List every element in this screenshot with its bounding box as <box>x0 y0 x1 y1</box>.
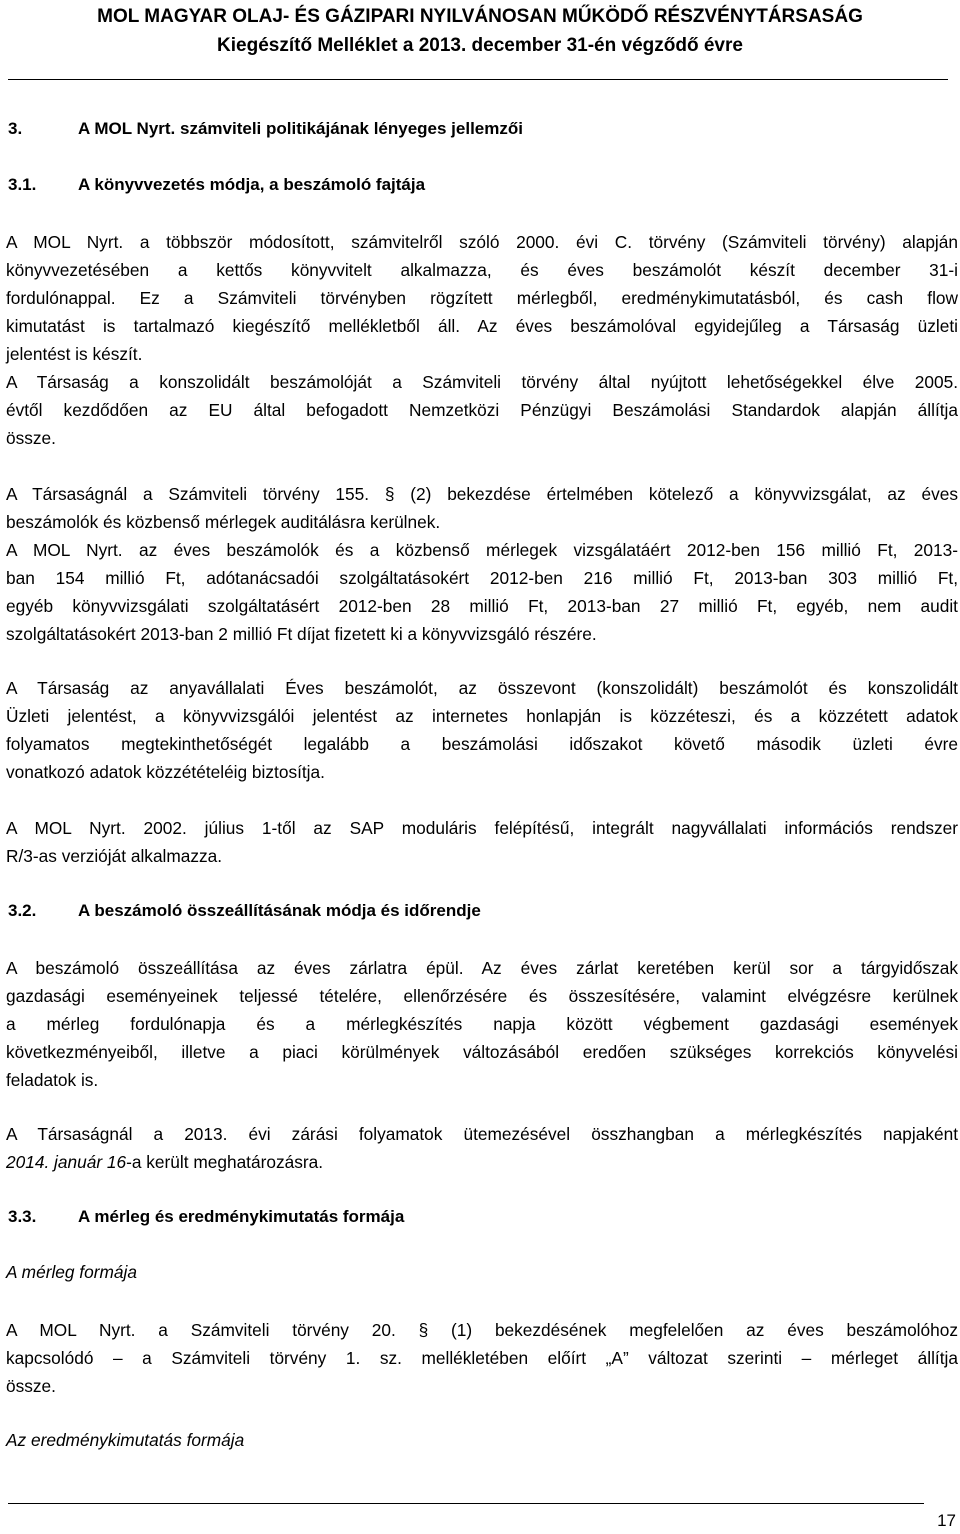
text-line: A beszámoló összeállítása az éves zárlatra épül. Az éves zárlat keretében kerül sor a tárgyidőszak <box>6 958 958 978</box>
text-line: R/3-as verzióját alkalmazza. <box>6 846 223 866</box>
section-title: A beszámoló összeállításának módja és időrendje <box>78 901 481 920</box>
section-number: 3.3. <box>8 1207 37 1226</box>
text-line: folyamatos megtekinthetőségét legalább a beszámolási időszakot követő második üzleti évre <box>6 734 958 754</box>
text-line: következményeiből, illetve a piaci körülmények változásából eredően szükséges korrekciós könyvelési <box>6 1042 958 1062</box>
text-line: A MOL Nyrt. a többször módosított, számvitelről szóló 2000. évi C. törvény (Számviteli törvény) alapján <box>6 232 958 252</box>
text-line: beszámolók és közbenső mérlegek auditálásra kerülnek. <box>6 512 441 532</box>
page-number: 17 <box>937 1511 956 1530</box>
text-line: vonatkozó adatok közzétételéig biztosítja. <box>6 762 325 782</box>
paragraph-closing <box>6 954 958 1094</box>
text-line <box>6 1148 958 1176</box>
header-divider <box>8 79 948 80</box>
subheading-income-statement-format: Az eredménykimutatás formája <box>6 1430 245 1450</box>
text-line: gazdasági eseményeinek teljessé tételére, ellenőrzésére és összesítésére, valamint elvégzésre kerülnek <box>6 986 958 1006</box>
footer-divider <box>8 1503 924 1504</box>
text-line: A Társaság az anyavállalati Éves beszámolót, az összevont (konszolidált) beszámolót és konszolidált <box>6 678 958 698</box>
text-line: feladatok is. <box>6 1070 99 1090</box>
section-number: 3.1. <box>8 175 37 194</box>
text-line: A MOL Nyrt. az éves beszámolók és a közbenső mérlegek vizsgálatáért 2012-ben 156 millió Ft, 2013- <box>6 540 958 560</box>
text-line: ban 154 millió Ft, adótanácsadói szolgáltatásokért 2012-ben 216 millió Ft, 2013-ban 303 millió Ft, <box>6 568 958 588</box>
document-header-company: MOL MAGYAR OLAJ- ÉS GÁZIPARI NYILVÁNOSAN MŰKÖDŐ RÉSZVÉNYTÁRSASÁG <box>97 6 863 27</box>
text-line: szolgáltatásokért 2013-ban 2 millió Ft díjat fizetett ki a könyvvizsgáló részére. <box>6 624 597 644</box>
paragraph-publication <box>6 674 958 786</box>
balance-date: 2014. január 16 <box>6 1152 127 1172</box>
text-line: jelentést is készít. <box>6 344 143 364</box>
section-3-3-heading <box>8 1206 404 1228</box>
section-number: 3. <box>8 119 23 138</box>
section-3-2-heading <box>8 900 481 922</box>
text-line: össze. <box>6 1376 56 1396</box>
paragraph-bookkeeping <box>6 228 958 368</box>
text-line: A MOL Nyrt. 2002. július 1-től az SAP moduláris felépítésű, integrált nagyvállalati információs rendszer <box>6 818 958 838</box>
subheading-balance-sheet-format: A mérleg formája <box>6 1262 137 1282</box>
section-title: A MOL Nyrt. számviteli politikájának lényeges jellemzői <box>78 119 523 138</box>
text-line: össze. <box>6 428 56 448</box>
text-line: kimutatást is tartalmazó kiegészítő mellékletből áll. Az éves beszámolóval egyidejűleg a Társaság üzleti <box>6 316 958 336</box>
section-number: 3.2. <box>8 901 37 920</box>
text-line: kapcsolódó – a Számviteli törvény 1. sz. mellékletében előírt „A” változat szerinti – mérleget állítja <box>6 1348 958 1368</box>
paragraph-sap <box>6 814 958 870</box>
section-title: A könyvvezetés módja, a beszámoló fajtája <box>78 175 426 194</box>
section-title: A mérleg és eredménykimutatás formája <box>78 1207 405 1226</box>
document-header-subtitle: Kiegészítő Melléklet a 2013. december 31-én végződő évre <box>217 35 743 56</box>
text-line: Üzleti jelentést, a könyvvizsgálói jelentést az internetes honlapján is közzéteszi, és a közzétett adatok <box>6 706 958 726</box>
text-line: A Társaság a konszolidált beszámolóját a Számviteli törvény által nyújtott lehetőségekkel élve 2005. <box>6 372 958 392</box>
paragraph-audit <box>6 480 958 648</box>
text-line: fordulónappal. Ez a Számviteli törvényben rögzített mérlegből, eredménykimutatásból, és cash flow <box>6 288 958 308</box>
paragraph-consolidated <box>6 368 958 452</box>
text-line: évtől kezdődően az EU által befogadott Nemzetközi Pénzügyi Beszámolási Standardok alapján állítja <box>6 400 958 420</box>
text-line: A MOL Nyrt. a Számviteli törvény 20. § (1) bekezdésének megfelelően az éves beszámolóhoz <box>6 1320 958 1340</box>
text-fragment: -a került meghatározásra. <box>126 1152 324 1172</box>
text-line: könyvvezetésében a kettős könyvvitelt alkalmazza, és éves beszámolót készít december 31-i <box>6 260 958 280</box>
text-line: A Társaságnál a 2013. évi zárási folyamatok ütemezésével összhangban a mérlegkészítés napjaként <box>6 1124 958 1144</box>
text-line: egyéb könyvvizsgálati szolgáltatásért 2012-ben 28 millió Ft, 2013-ban 27 millió Ft, egyéb, nem audit <box>6 596 958 616</box>
section-3-1-heading <box>8 174 425 196</box>
text-line: a mérleg fordulónapja és a mérlegkészítés napja között végbement gazdasági események <box>6 1014 958 1034</box>
paragraph-balance-format <box>6 1316 958 1400</box>
section-3-heading <box>8 118 523 140</box>
paragraph-balance-date <box>6 1120 958 1176</box>
text-line: A Társaságnál a Számviteli törvény 155. § (2) bekezdése értelmében kötelező a könyvvizsgálat, az éves <box>6 484 958 504</box>
